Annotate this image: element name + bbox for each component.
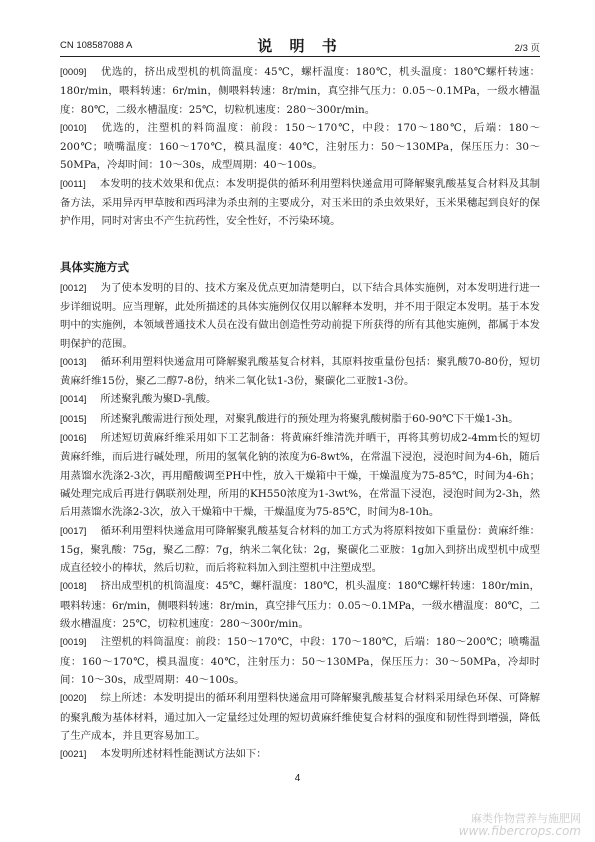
paragraph-number: [0013] xyxy=(60,356,87,368)
paragraph xyxy=(60,175,540,231)
page-indicator: 2/3 页 xyxy=(514,43,540,54)
paragraph-text: 注塑机的料筒温度：前段：150～170℃，中段：170～180℃，后端：180～200℃；喷嘴温度：160～170℃，模具温度：40℃，注射压力：50～130MPa，保压压力：30～50MPa，冷却时间：10～30s，成型周期：40～100s。 xyxy=(60,636,540,686)
watermark-text: 麻类作物营养与施肥网 xyxy=(471,812,581,825)
paragraph xyxy=(60,410,540,429)
paragraph xyxy=(60,353,540,391)
watermark xyxy=(459,812,581,838)
paragraph xyxy=(60,689,540,745)
watermark-url: www.fibercrops.com xyxy=(458,824,581,838)
paragraph xyxy=(60,279,540,353)
section-heading: 具体实施方式 xyxy=(60,261,129,274)
page-number: 4 xyxy=(294,773,301,784)
paragraph xyxy=(60,63,540,119)
paragraph-number: [0010] xyxy=(60,122,87,134)
paragraph-group-top xyxy=(60,63,540,231)
paragraph-number: [0009] xyxy=(60,67,87,78)
document-title: 说 明 书 xyxy=(257,37,343,55)
paragraph xyxy=(60,522,540,578)
paragraph-number: [0016] xyxy=(60,433,87,445)
paragraph-text: 所述聚乳酸需进行预处理，对聚乳酸进行的预处理为将聚乳酸树脂于60-90℃下干燥1-3h。 xyxy=(100,412,519,425)
paragraph-text: 循环利用塑料快递盒用可降解聚乳酸基复合材料，其原料按重量份包括：聚乳酸70-80份，短切黄麻纤维15份，聚乙二醇7-8份，纳米二氧化钛1-3份，聚碳化二亚胺1-3份。 xyxy=(60,355,540,388)
paragraph-text: 挤出成型机的机筒温度：45℃，螺杆温度：180℃，机头温度：180℃螺杆转速：180r/min，喂料转速：6r/min，侧喂料转速：8r/min，真空排气压力：0.05～0.1MPa，一级水槽温度：80℃，二级水槽温度：25℃，切粒机速度：280～300r/min。 xyxy=(60,580,540,631)
paragraph-number: [0018] xyxy=(60,581,87,593)
paragraph xyxy=(60,119,540,175)
paragraph-number: [0020] xyxy=(60,693,87,705)
paragraph-text: 综上所述：本发明提出的循环利用塑料快递盒用可降解聚乳酸基复合材料采用绿色环保、可降解的聚乳酸为基体材料，通过加入一定量经过处理的短切黄麻纤维使复合材料的强度和韧性得到增强，降低了生产成本，并且更容易加工。 xyxy=(60,692,540,742)
paragraph xyxy=(60,390,540,409)
paragraph-text: 优选的，挤出成型机的机筒温度：45℃，螺杆温度：180℃，机头温度：180℃螺杆转速：180r/min，喂料转速：6r/min，侧喂料转速：8r/min，真空排气压力：0.05～0.1MPa，一级水槽温度：80℃，二级水槽温度：25℃，切粒机速度：280～300r/min。 xyxy=(60,66,540,116)
paragraph-number: [0014] xyxy=(60,394,87,406)
paragraph-number: [0012] xyxy=(60,282,87,294)
paragraph-text: 本发明的技术效果和优点：本发明提供的循环利用塑料快递盒用可降解聚乳酸基复合材料及其制备方法，采用异丙甲草胺和西玛津为杀虫剂的主要成分，对玉米田的杀虫效果好，玉米果穗起到良好的保护作用，同时对害虫不产生抗药性，安全性好，不污染环境。 xyxy=(60,177,540,228)
paragraph-number: [0015] xyxy=(60,413,87,425)
paragraph-text: 所述聚乳酸为聚D-乳酸。 xyxy=(100,393,217,406)
paragraph-number: [0021] xyxy=(60,749,87,761)
paragraph-group-main xyxy=(60,279,540,765)
paragraph-text: 所述短切黄麻纤维采用如下工艺制备：将黄麻纤维清洗并晒干，再将其剪切成2-4mm长的短切黄麻纤维，而后进行碱处理，所用的氢氧化钠的浓度为6-8wt%，在常温下浸泡，浸泡时间为4-6h，随后用蒸馏水洗涤2-3次，再用醋酸调至PH中性，放入干燥箱中干燥，干燥温度为75-85℃，时间为4-6h；碱处理完成后再进行偶联剂处理，所用的KH550浓度为1-3wt%，在常温下浸泡，浸泡时间为2-3h，然后用蒸馏水洗涤2-3次，放入干燥箱中干燥，干燥温度为75-85℃，时间为8-10h。 xyxy=(60,432,540,519)
paragraph xyxy=(60,429,540,521)
paragraph-number: [0011] xyxy=(60,178,86,190)
page-header xyxy=(60,34,540,57)
paragraph-text: 为了使本发明的目的、技术方案及优点更加清楚明白，以下结合具体实施例，对本发明进行进一步详细说明。应当理解，此处所描述的具体实施例仅仅用以解释本发明，并不用于限定本发明。基于本发明中的实施例，本领域普通技术人员在没有做出创造性劳动前提下所获得的所有其他实施例，都属于本发明保护的范围。 xyxy=(60,281,540,350)
document-body xyxy=(60,63,540,764)
paragraph xyxy=(60,577,540,633)
paragraph-number: [0019] xyxy=(60,637,87,649)
paragraph-text: 本发明所述材料性能测试方法如下： xyxy=(100,748,267,761)
paragraph-text: 循环利用塑料快递盒用可降解聚乳酸基复合材料的加工方式为将原料按如下重量份：黄麻纤维：15g，聚乳酸：75g，聚乙二醇：7g，纳米二氧化钛：2g，聚碳化二亚胺：1g加入到挤出成型机中成型成直径较小的棒状，然后切粒，而后将粒料加入到注塑机中注塑成型。 xyxy=(60,524,540,575)
paragraph xyxy=(60,745,540,764)
paragraph xyxy=(60,633,540,689)
document-number: CN 108587088 A xyxy=(60,40,133,51)
paragraph-text: 优选的，注塑机的料筒温度：前段：150～170℃，中段：170～180℃，后端：180～200℃；喷嘴温度：160～170℃，模具温度：40℃，注射压力：50～130MPa，保压压力：30～50MPa，冷却时间：10～30s，成型周期：40～100s。 xyxy=(60,121,540,172)
paragraph-number: [0017] xyxy=(60,525,87,537)
